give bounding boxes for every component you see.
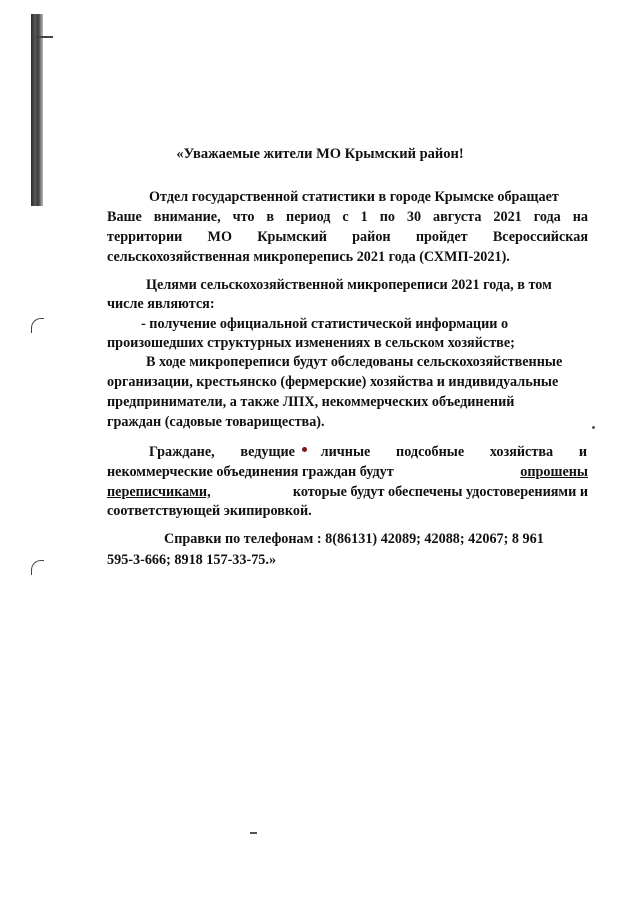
scan-dash-artifact	[35, 36, 53, 38]
hole-punch-mark	[31, 318, 44, 333]
paragraph3-line: Граждане, ведущие личные подсобные хозяйства и	[149, 444, 587, 460]
paragraph3-text: которые будут обеспечены удостоверениями и	[292, 484, 588, 500]
paragraph2-line: - получение официальной статистической информации о	[141, 316, 509, 332]
document-title: «Уважаемые жители МО Крымский район!	[176, 146, 464, 162]
underlined-word: опрошены	[520, 464, 588, 480]
paragraph2-line: произошедших структурных изменениях в сельском хозяйстве;	[107, 335, 515, 351]
paragraph2-line: предприниматели, а также ЛПХ, некоммерческих объединений	[107, 394, 515, 410]
paragraph3-line: соответствующей экипировкой.	[107, 503, 312, 519]
paragraph2-line: В ходе микропереписи будут обследованы сельскохозяйственные	[146, 354, 563, 370]
paragraph3-text: некоммерческие объединения граждан будут	[107, 464, 394, 480]
paragraph3-line	[107, 463, 588, 481]
paragraph1-line: Ваше внимание, что в период с 1 по 30 августа 2021 года на	[107, 209, 588, 225]
scan-edge-artifact	[31, 14, 43, 206]
scan-speck	[250, 832, 257, 834]
paragraph2-line: граждан (садовые товарищества).	[107, 414, 325, 430]
paragraph2-line: числе являются:	[107, 296, 215, 312]
contact-phones-line: 595-3-666; 8918 157-33-75.»	[107, 552, 277, 568]
scan-speck	[592, 426, 595, 429]
paragraph3-line	[107, 483, 588, 501]
paragraph1-line: Отдел государственной статистики в городе Крымске обращает	[149, 189, 559, 205]
paragraph2-line: организации, крестьянско (фермерские) хозяйства и индивидуальные	[107, 374, 559, 390]
paragraph1-line: сельскохозяйственная микроперепись 2021 года (СХМП-2021).	[107, 249, 510, 265]
paragraph1-line: территории МО Крымский район пройдет Всероссийская	[107, 229, 588, 245]
contact-phones-line: Справки по телефонам : 8(86131) 42089; 42088; 42067; 8 961	[164, 531, 544, 547]
hole-punch-mark	[31, 560, 44, 575]
underlined-word: переписчиками,	[107, 484, 211, 500]
paragraph2-line: Целями сельскохозяйственной микропереписи 2021 года, в том	[146, 277, 552, 293]
